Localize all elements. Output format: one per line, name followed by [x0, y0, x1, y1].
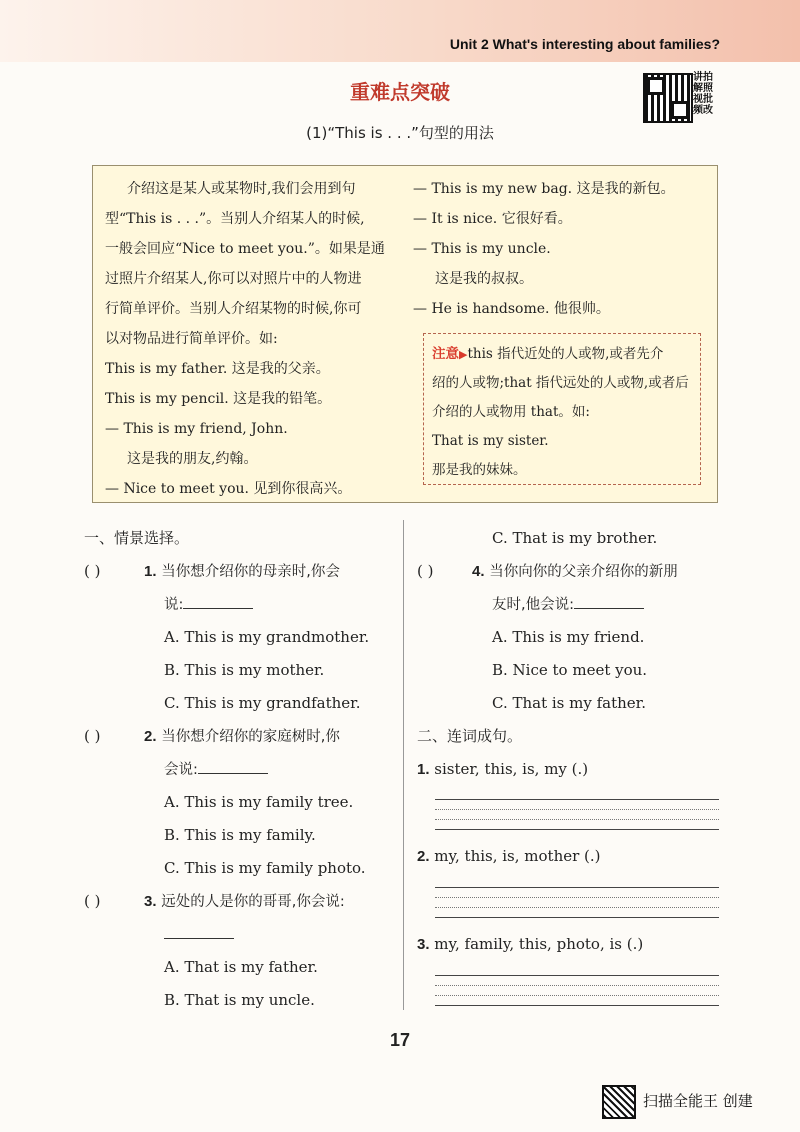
question-number: 4.	[472, 562, 485, 580]
note-text: 那是我的妹妹。	[432, 462, 527, 478]
word-list: my, this, is, mother (.)	[434, 847, 601, 866]
answer-blank[interactable]	[574, 592, 644, 609]
answer-blank[interactable]	[183, 592, 253, 609]
question-3	[84, 885, 396, 919]
option[interactable]: B. That is my uncle.	[164, 991, 315, 1010]
example-line: 这是我的朋友,约翰。	[127, 451, 258, 467]
item-number: 2.	[417, 848, 430, 866]
option[interactable]: B. Nice to meet you.	[492, 661, 648, 680]
example-line: — This is my uncle.	[413, 241, 551, 257]
note-tag: 注意	[432, 346, 459, 362]
question-4	[417, 555, 727, 589]
section-title: 重难点突破	[350, 80, 450, 104]
example-line: This is my pencil. 这是我的铅笔。	[105, 391, 332, 407]
example-line: — This is my new bag. 这是我的新包。	[413, 181, 675, 197]
option[interactable]: B. This is my mother.	[164, 661, 325, 680]
scanner-watermark: 扫描全能王 创建	[643, 1092, 753, 1110]
example-line: This is my father. 这是我的父亲。	[105, 361, 330, 377]
arrow-icon: ▶	[459, 348, 468, 361]
example-line: — Nice to meet you. 见到你很高兴。	[105, 481, 352, 497]
word-list: my, family, this, photo, is (.)	[434, 935, 644, 954]
option[interactable]: A. That is my father.	[164, 958, 318, 977]
item-number: 1.	[417, 760, 430, 778]
note-text: 绍的人或物;that 指代远处的人或物,或者后	[432, 375, 689, 391]
scanner-qr-icon	[602, 1085, 636, 1119]
exercise-left-column	[84, 522, 396, 1017]
example-line: 这是我的叔叔。	[435, 271, 533, 287]
info-text: 行简单评价。当别人介绍某物的时候,你可	[105, 301, 362, 317]
answer-bracket[interactable]: ( )	[417, 561, 434, 580]
option[interactable]: C. That is my father.	[492, 693, 646, 712]
info-text: 过照片介绍某人,你可以对照片中的人物进	[105, 271, 362, 287]
question-text: 当你想介绍你的母亲时,你会	[161, 563, 340, 580]
example-line: — This is my friend, John.	[105, 421, 288, 437]
option[interactable]: A. This is my friend.	[492, 628, 645, 647]
header-band	[0, 0, 800, 62]
question-text: 当你想介绍你的家庭树时,你	[161, 728, 340, 745]
qr-code-icon[interactable]	[643, 73, 693, 123]
question-text: 远处的人是你的哥哥,你会说:	[161, 893, 345, 910]
option[interactable]: B. This is my family.	[164, 826, 316, 845]
option[interactable]: C. That is my brother.	[492, 529, 658, 547]
info-text: 以对物品进行简单评价。如:	[105, 331, 278, 347]
info-text: 一般会回应“Nice to meet you.”。如果是通	[105, 241, 385, 257]
question-text-cont	[84, 589, 396, 622]
option[interactable]: C. This is my grandfather.	[164, 693, 361, 712]
question-text: 说:	[164, 596, 184, 613]
subtitle: (1)“This is . . .”句型的用法	[306, 124, 494, 142]
question-2	[84, 720, 396, 754]
part2-heading: 二、连词成句。	[417, 726, 523, 745]
sentence-item-3	[417, 928, 727, 962]
question-number: 2.	[144, 727, 157, 745]
writing-lines[interactable]	[435, 878, 719, 918]
info-text: 型“This is . . .”。当别人介绍某人的时候,	[105, 211, 365, 227]
grammar-info-box	[92, 165, 718, 503]
sentence-item-2	[417, 840, 727, 874]
note-box	[423, 333, 701, 485]
info-right-column	[413, 174, 708, 324]
answer-bracket[interactable]: ( )	[84, 726, 101, 745]
part1-heading: 一、情景选择。	[84, 529, 190, 547]
column-divider	[403, 520, 404, 1010]
writing-lines[interactable]	[435, 790, 719, 830]
question-text: 友时,他会说:	[492, 596, 574, 613]
writing-lines[interactable]	[435, 966, 719, 1006]
answer-blank[interactable]	[198, 757, 268, 774]
option[interactable]: C. This is my family photo.	[164, 858, 366, 877]
example-line: — He is handsome. 他很帅。	[413, 301, 610, 317]
question-number: 3.	[144, 892, 157, 910]
question-number: 1.	[144, 562, 157, 580]
qr-caption: 讲拍 解照 视批 频改	[693, 72, 713, 116]
answer-bracket[interactable]: ( )	[84, 891, 101, 910]
answer-blank[interactable]	[164, 922, 234, 939]
note-text: this 指代近处的人或物,或者先介	[467, 346, 664, 362]
option[interactable]: A. This is my grandmother.	[164, 628, 370, 647]
example-line: — It is nice. 它很好看。	[413, 211, 572, 227]
answer-bracket[interactable]: ( )	[84, 561, 101, 580]
info-text: 介绍这是某人或某物时,我们会用到句	[127, 181, 356, 197]
question-text-cont	[417, 589, 727, 622]
question-text-cont	[84, 919, 396, 952]
note-text: That is my sister.	[432, 433, 549, 449]
info-left-column	[105, 174, 397, 504]
item-number: 3.	[417, 936, 430, 954]
word-list: sister, this, is, my (.)	[434, 759, 589, 778]
exercise-right-column	[417, 522, 727, 1006]
question-1	[84, 555, 396, 589]
sentence-item-1	[417, 753, 727, 787]
note-text: 介绍的人或物用 that。如:	[432, 404, 590, 420]
unit-title: Unit 2 What's interesting about families?	[449, 36, 720, 52]
question-text: 当你向你的父亲介绍你的新朋	[489, 563, 678, 580]
question-text: 会说:	[164, 761, 198, 778]
option[interactable]: A. This is my family tree.	[164, 793, 354, 812]
page-number: 17	[389, 1030, 411, 1050]
question-text-cont	[84, 754, 396, 787]
